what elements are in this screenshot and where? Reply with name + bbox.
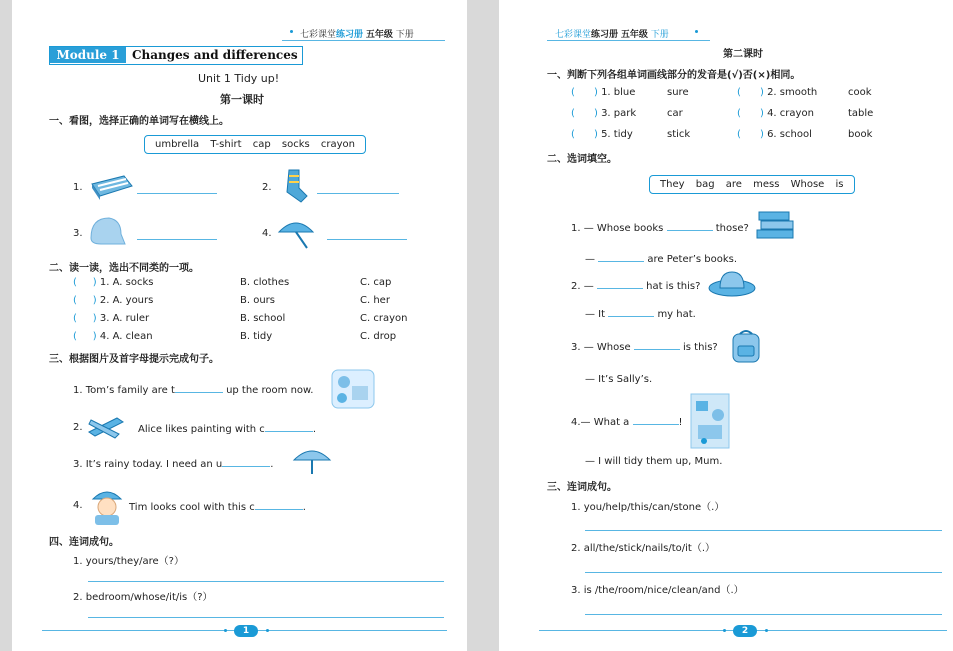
socks-icon	[277, 168, 309, 206]
section2-title: 二、读一读，选出不同类的一项。	[49, 263, 199, 274]
s2-answer-3: — It’s Sally’s.	[585, 374, 653, 385]
s1-word: smooth	[779, 87, 818, 98]
word-bank-item: T-shirt	[210, 139, 242, 150]
module-banner	[49, 46, 303, 65]
word-bank-item: They	[660, 179, 685, 190]
answer-line[interactable]	[585, 614, 942, 615]
s2-q3-text-b: is this?	[682, 342, 718, 353]
s2-q3-text-a: 3. — Whose	[571, 342, 631, 353]
backpack-icon	[729, 328, 763, 364]
s1-row	[571, 129, 633, 140]
s3-q4-text-b: .	[302, 502, 306, 513]
s2-row-number: 2.	[99, 295, 110, 306]
s4-question-2: 2. bedroom/whose/it/is（?）	[73, 592, 213, 603]
umbrella-rain-icon	[292, 444, 334, 478]
s1-word: school	[779, 129, 812, 140]
answer-line-4[interactable]	[327, 239, 407, 240]
unit-title: Unit 1 Tidy up!	[198, 72, 280, 85]
s1-word: crayon	[779, 108, 814, 119]
s1-item-4-number: 4.	[262, 228, 272, 239]
word-bank	[144, 135, 366, 154]
s2-option-a: A. socks	[112, 277, 154, 288]
answer-line-3[interactable]	[137, 239, 217, 240]
s2-a2-text-a: — It	[585, 309, 606, 320]
lesson-title: 第二课时	[723, 49, 763, 60]
word-bank	[649, 175, 855, 194]
s2-option-b: B. school	[240, 313, 286, 324]
cap-icon	[87, 214, 127, 250]
header-book: 练习册	[591, 30, 619, 40]
s2-q2-text-a: 2. —	[571, 281, 594, 292]
s3-q3-text-a: 3. It’s rainy today. I need an u	[73, 459, 223, 470]
s2-row	[73, 295, 153, 306]
s4-question-1: 1. yours/they/are（?）	[73, 556, 184, 567]
s1-word: car	[667, 108, 683, 119]
s3-q1-text-a: 1. Tom’s family are t	[73, 385, 175, 396]
answer-line[interactable]	[633, 415, 679, 425]
module-title: Changes and differences	[132, 48, 298, 62]
word-bank-item: Whose	[790, 179, 825, 190]
section1-title: 一、看图，选择正确的单词写在横线上。	[49, 116, 229, 127]
s2-q2-text-b: hat is this?	[646, 281, 701, 292]
s3-question-1: 1. you/help/this/can/stone（.）	[571, 502, 725, 513]
s1-word: cook	[848, 87, 872, 98]
answer-line[interactable]	[585, 572, 942, 573]
s3-question-4	[129, 500, 306, 513]
crayon-box-icon	[88, 172, 134, 202]
word-bank-item: are	[725, 179, 742, 190]
header-brand: 七彩课堂	[555, 30, 592, 40]
s2-option-c: C. her	[360, 295, 390, 306]
s2-question-2	[571, 279, 700, 292]
answer-paren[interactable]: ( )	[737, 129, 764, 140]
header-brand: 七彩课堂	[300, 30, 337, 40]
header-dot	[290, 30, 293, 33]
section1-title: 一、判断下列各组单词画线部分的发音是(√)否(×)相同。	[547, 70, 801, 81]
s2-q1-text-a: 1. — Whose books	[571, 223, 664, 234]
lesson-title: 第一课时	[220, 93, 264, 106]
section2-title: 二、选词填空。	[547, 154, 617, 165]
word-bank-item: mess	[753, 179, 780, 190]
s1-word: blue	[613, 87, 636, 98]
page-number: 2	[733, 625, 757, 637]
answer-line[interactable]	[175, 383, 223, 393]
s2-option-a: A. clean	[112, 331, 153, 342]
word-bank-item: cap	[252, 139, 271, 150]
s1-word: stick	[667, 129, 691, 140]
running-header	[300, 27, 414, 40]
module-tag: Module 1	[50, 47, 126, 63]
s2-option-b: B. tidy	[240, 331, 273, 342]
s1-row	[571, 87, 635, 98]
footer-dot	[224, 629, 227, 632]
footer-dot	[723, 629, 726, 632]
s2-answer-1: — are Peter’s books.	[585, 254, 738, 265]
s1-word: table	[848, 108, 874, 119]
s2-row	[73, 277, 153, 288]
s2-option-a: A. yours	[112, 295, 154, 306]
answer-line[interactable]	[598, 252, 644, 262]
s2-option-c: C. cap	[360, 277, 392, 288]
answer-paren[interactable]: ( )	[73, 295, 97, 306]
s3-q3-text-b: .	[270, 459, 274, 470]
answer-line[interactable]	[597, 279, 643, 289]
word-bank-item: socks	[281, 139, 310, 150]
s2-option-a: A. ruler	[112, 313, 150, 324]
s3-question-3	[73, 457, 273, 470]
s2-q4-text-b: !	[678, 417, 683, 428]
answer-line[interactable]	[667, 221, 713, 231]
section3-title: 三、根据图片及首字母提示完成句子。	[49, 354, 219, 365]
s2-question-4	[571, 415, 683, 428]
running-header	[555, 27, 669, 40]
s1-item-1-number: 1.	[73, 182, 83, 193]
section4-title: 四、连词成句。	[49, 537, 119, 548]
header-grade: 五年级	[620, 30, 648, 40]
page-right	[499, 0, 953, 651]
answer-paren[interactable]: ( )	[737, 108, 764, 119]
header-rule	[547, 40, 710, 41]
s2-row-number: 1.	[99, 277, 110, 288]
crayons-icon	[87, 414, 127, 440]
s1-row-number: 4.	[767, 108, 777, 119]
header-grade: 五年级	[365, 30, 393, 40]
s1-row	[737, 87, 817, 98]
answer-paren[interactable]: ( )	[737, 87, 764, 98]
s3-question-3: 3. is /the/room/nice/clean/and（.）	[571, 585, 744, 596]
s3-q4-text-a: Tim looks cool with this c	[129, 502, 255, 513]
s2-question-1	[571, 221, 749, 234]
s3-question-2: 2. all/the/stick/nails/to/it（.）	[571, 543, 716, 554]
s1-word: sure	[667, 87, 689, 98]
tidy-room-picture-icon	[330, 368, 376, 410]
answer-line[interactable]	[265, 422, 313, 432]
s1-row	[737, 108, 814, 119]
s1-item-3-number: 3.	[73, 228, 83, 239]
header-volume: 下册	[650, 30, 669, 40]
s3-q4-number: 4.	[73, 500, 83, 511]
messy-room-picture-icon	[690, 393, 730, 449]
s2-option-b: B. clothes	[240, 277, 290, 288]
umbrella-icon	[275, 214, 317, 252]
s2-row-number: 3.	[99, 313, 110, 324]
s2-option-b: B. ours	[240, 295, 275, 306]
boy-with-cap-icon	[87, 485, 127, 527]
s1-row-number: 6.	[767, 129, 777, 140]
answer-line[interactable]	[88, 581, 444, 582]
s3-q2-number: 2.	[73, 422, 83, 433]
s1-row	[571, 108, 636, 119]
answer-paren[interactable]: ( )	[571, 87, 598, 98]
answer-paren[interactable]: ( )	[571, 129, 598, 140]
s1-row	[737, 129, 812, 140]
answer-line-2[interactable]	[317, 193, 399, 194]
answer-line[interactable]	[88, 617, 444, 618]
footer-dot	[765, 629, 768, 632]
s1-item-2-number: 2.	[262, 182, 272, 193]
answer-paren[interactable]: ( )	[73, 277, 97, 288]
footer-dot	[266, 629, 269, 632]
s2-option-c: C. drop	[360, 331, 397, 342]
books-icon	[753, 208, 799, 242]
page-number: 1	[234, 625, 258, 637]
s1-word: book	[848, 129, 873, 140]
s1-row-number: 1.	[601, 87, 611, 98]
s3-q2-text-a: Alice likes painting with c	[138, 424, 265, 435]
section3-title: 三、连词成句。	[547, 482, 617, 493]
s2-row-number: 4.	[99, 331, 110, 342]
page-left	[12, 0, 467, 651]
header-dot	[695, 30, 698, 33]
s1-row-number: 5.	[601, 129, 611, 140]
s3-q2-text-b: .	[312, 424, 316, 435]
s2-answer-2	[585, 307, 696, 320]
s2-row	[73, 331, 153, 342]
s1-row-number: 3.	[601, 108, 611, 119]
answer-paren[interactable]: ( )	[571, 108, 598, 119]
answer-paren[interactable]: ( )	[73, 331, 97, 342]
answer-line[interactable]	[222, 457, 270, 467]
answer-line[interactable]	[608, 307, 654, 317]
s2-q1-text-b: those?	[715, 223, 749, 234]
s2-a1-text: are Peter’s books.	[647, 254, 738, 265]
word-bank-item: crayon	[320, 139, 356, 150]
word-bank-item: umbrella	[155, 139, 200, 150]
s1-word: tidy	[613, 129, 633, 140]
answer-line[interactable]	[255, 500, 303, 510]
s1-word: park	[613, 108, 637, 119]
answer-line[interactable]	[585, 530, 942, 531]
s3-q1-text-b: up the room now.	[226, 385, 314, 396]
word-bank-item: is	[835, 179, 844, 190]
answer-line-1[interactable]	[137, 193, 217, 194]
s3-question-1	[73, 383, 313, 396]
s2-row	[73, 313, 149, 324]
s2-a2-text-b: my hat.	[657, 309, 696, 320]
answer-line[interactable]	[634, 340, 680, 350]
s2-q4-text-a: 4.— What a	[571, 417, 630, 428]
header-rule	[282, 40, 445, 41]
s2-answer-4: — I will tidy them up, Mum.	[585, 456, 723, 467]
header-book: 练习册	[336, 30, 364, 40]
word-bank-item: bag	[695, 179, 715, 190]
s2-question-3	[571, 340, 718, 353]
answer-paren[interactable]: ( )	[73, 313, 97, 324]
s1-row-number: 2.	[767, 87, 777, 98]
s3-question-2	[138, 422, 316, 435]
s2-option-c: C. crayon	[360, 313, 408, 324]
hat-icon	[707, 270, 757, 298]
header-volume: 下册	[395, 30, 414, 40]
